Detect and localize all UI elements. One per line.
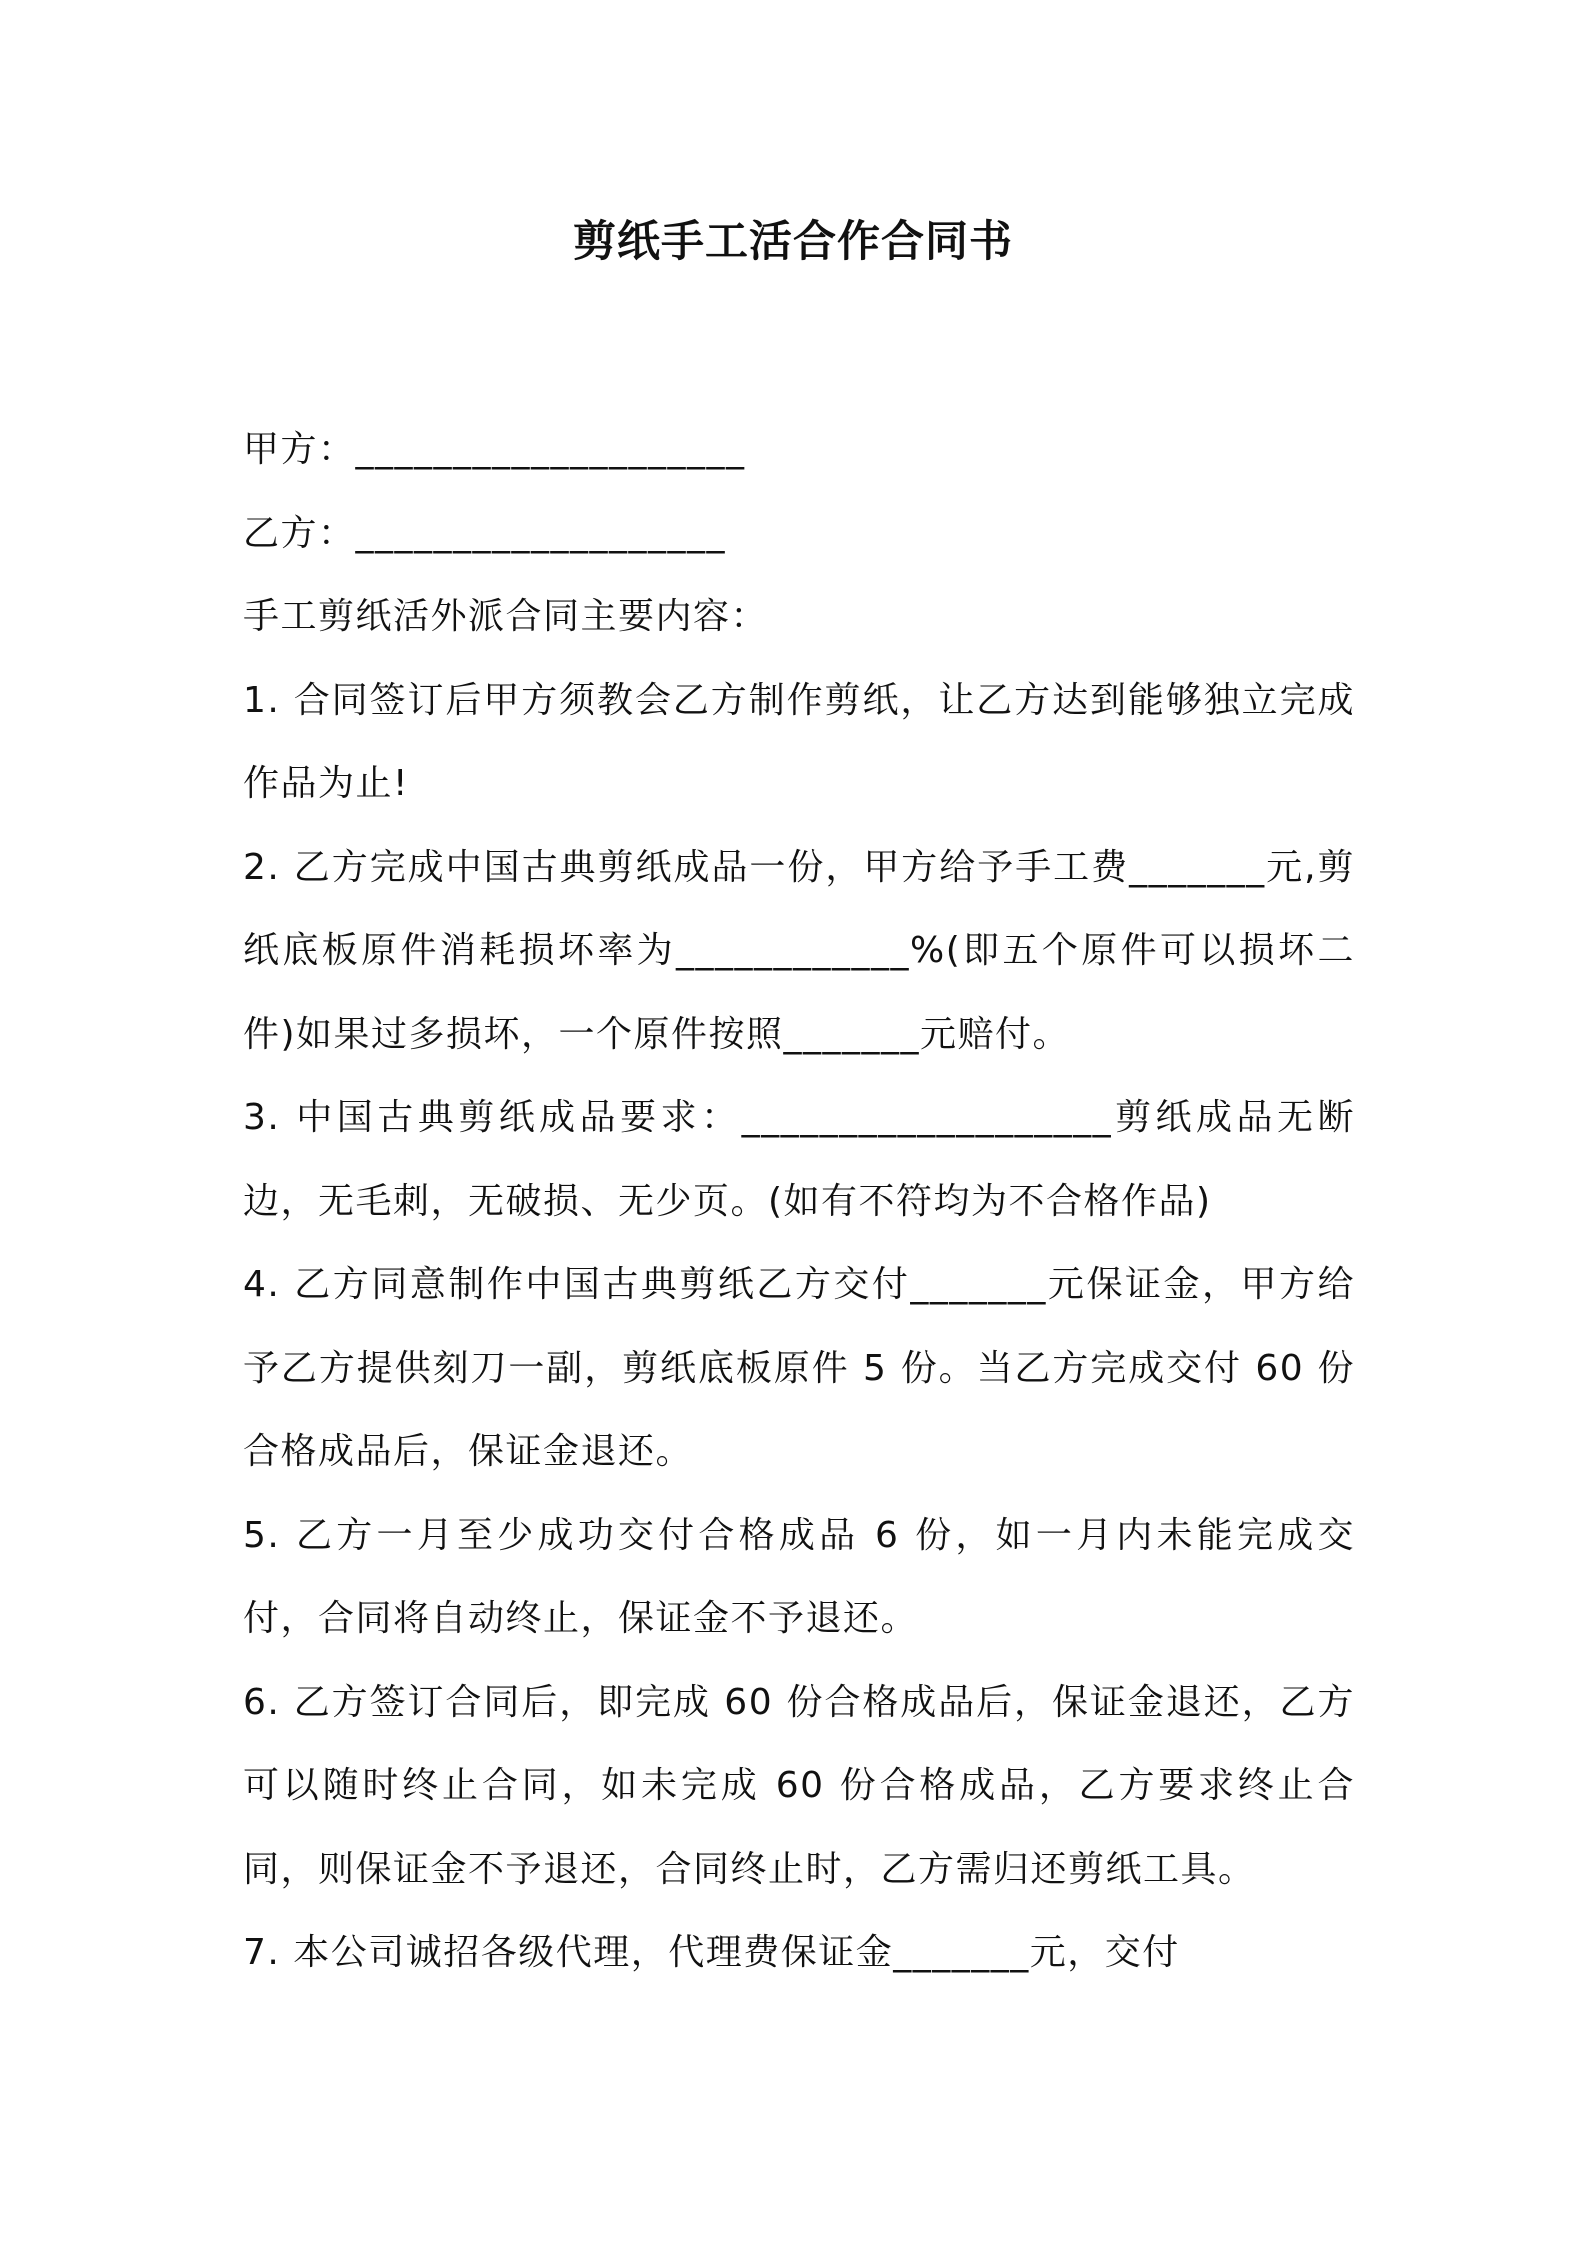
document-body: [243, 408, 1355, 1995]
contract-intro: 手工剪纸活外派合同主要内容：: [243, 596, 769, 637]
clause-1: 1. 合同签订后甲方须教会乙方制作剪纸，让乙方达到能够独立完成作品为止!: [243, 679, 1355, 804]
party-b-line: 乙方：___________________: [243, 512, 727, 554]
clause-3: 3. 中国古典剪纸成品要求：___________________剪纸成品无断边，无毛刺，无破损、无少页。(如有不符均为不合格作品): [243, 1097, 1355, 1222]
clause-7: 7. 本公司诚招各级代理，代理费保证金_______元，交付: [243, 1932, 1180, 1973]
clause-2: 2. 乙方完成中国古典剪纸成品一份，甲方给予手工费_______元,剪纸底板原件消耗损坏率为____________%(即五个原件可以损坏二件)如果过多损坏，一个原件按照_______元赔付。: [243, 846, 1355, 1055]
clause-5: 5. 乙方一月至少成功交付合格成品 6 份，如一月内未能完成交付，合同将自动终止，保证金不予退还。: [243, 1514, 1355, 1639]
party-a-line: 甲方：____________________: [243, 429, 746, 470]
clause-6: 6. 乙方签订合同后，即完成 60 份合格成品后，保证金退还，乙方可以随时终止合同，如未完成 60 份合格成品，乙方要求终止合同，则保证金不予退还，合同终止时，乙方需归还剪纸工具。: [243, 1681, 1355, 1890]
document-title: 剪纸手工活合作合同书: [573, 217, 1013, 267]
clause-4: 4. 乙方同意制作中国古典剪纸乙方交付_______元保证金，甲方给予乙方提供刻刀一副，剪纸底板原件 5 份。当乙方完成交付 60 份合格成品后，保证金退还。: [243, 1264, 1355, 1472]
